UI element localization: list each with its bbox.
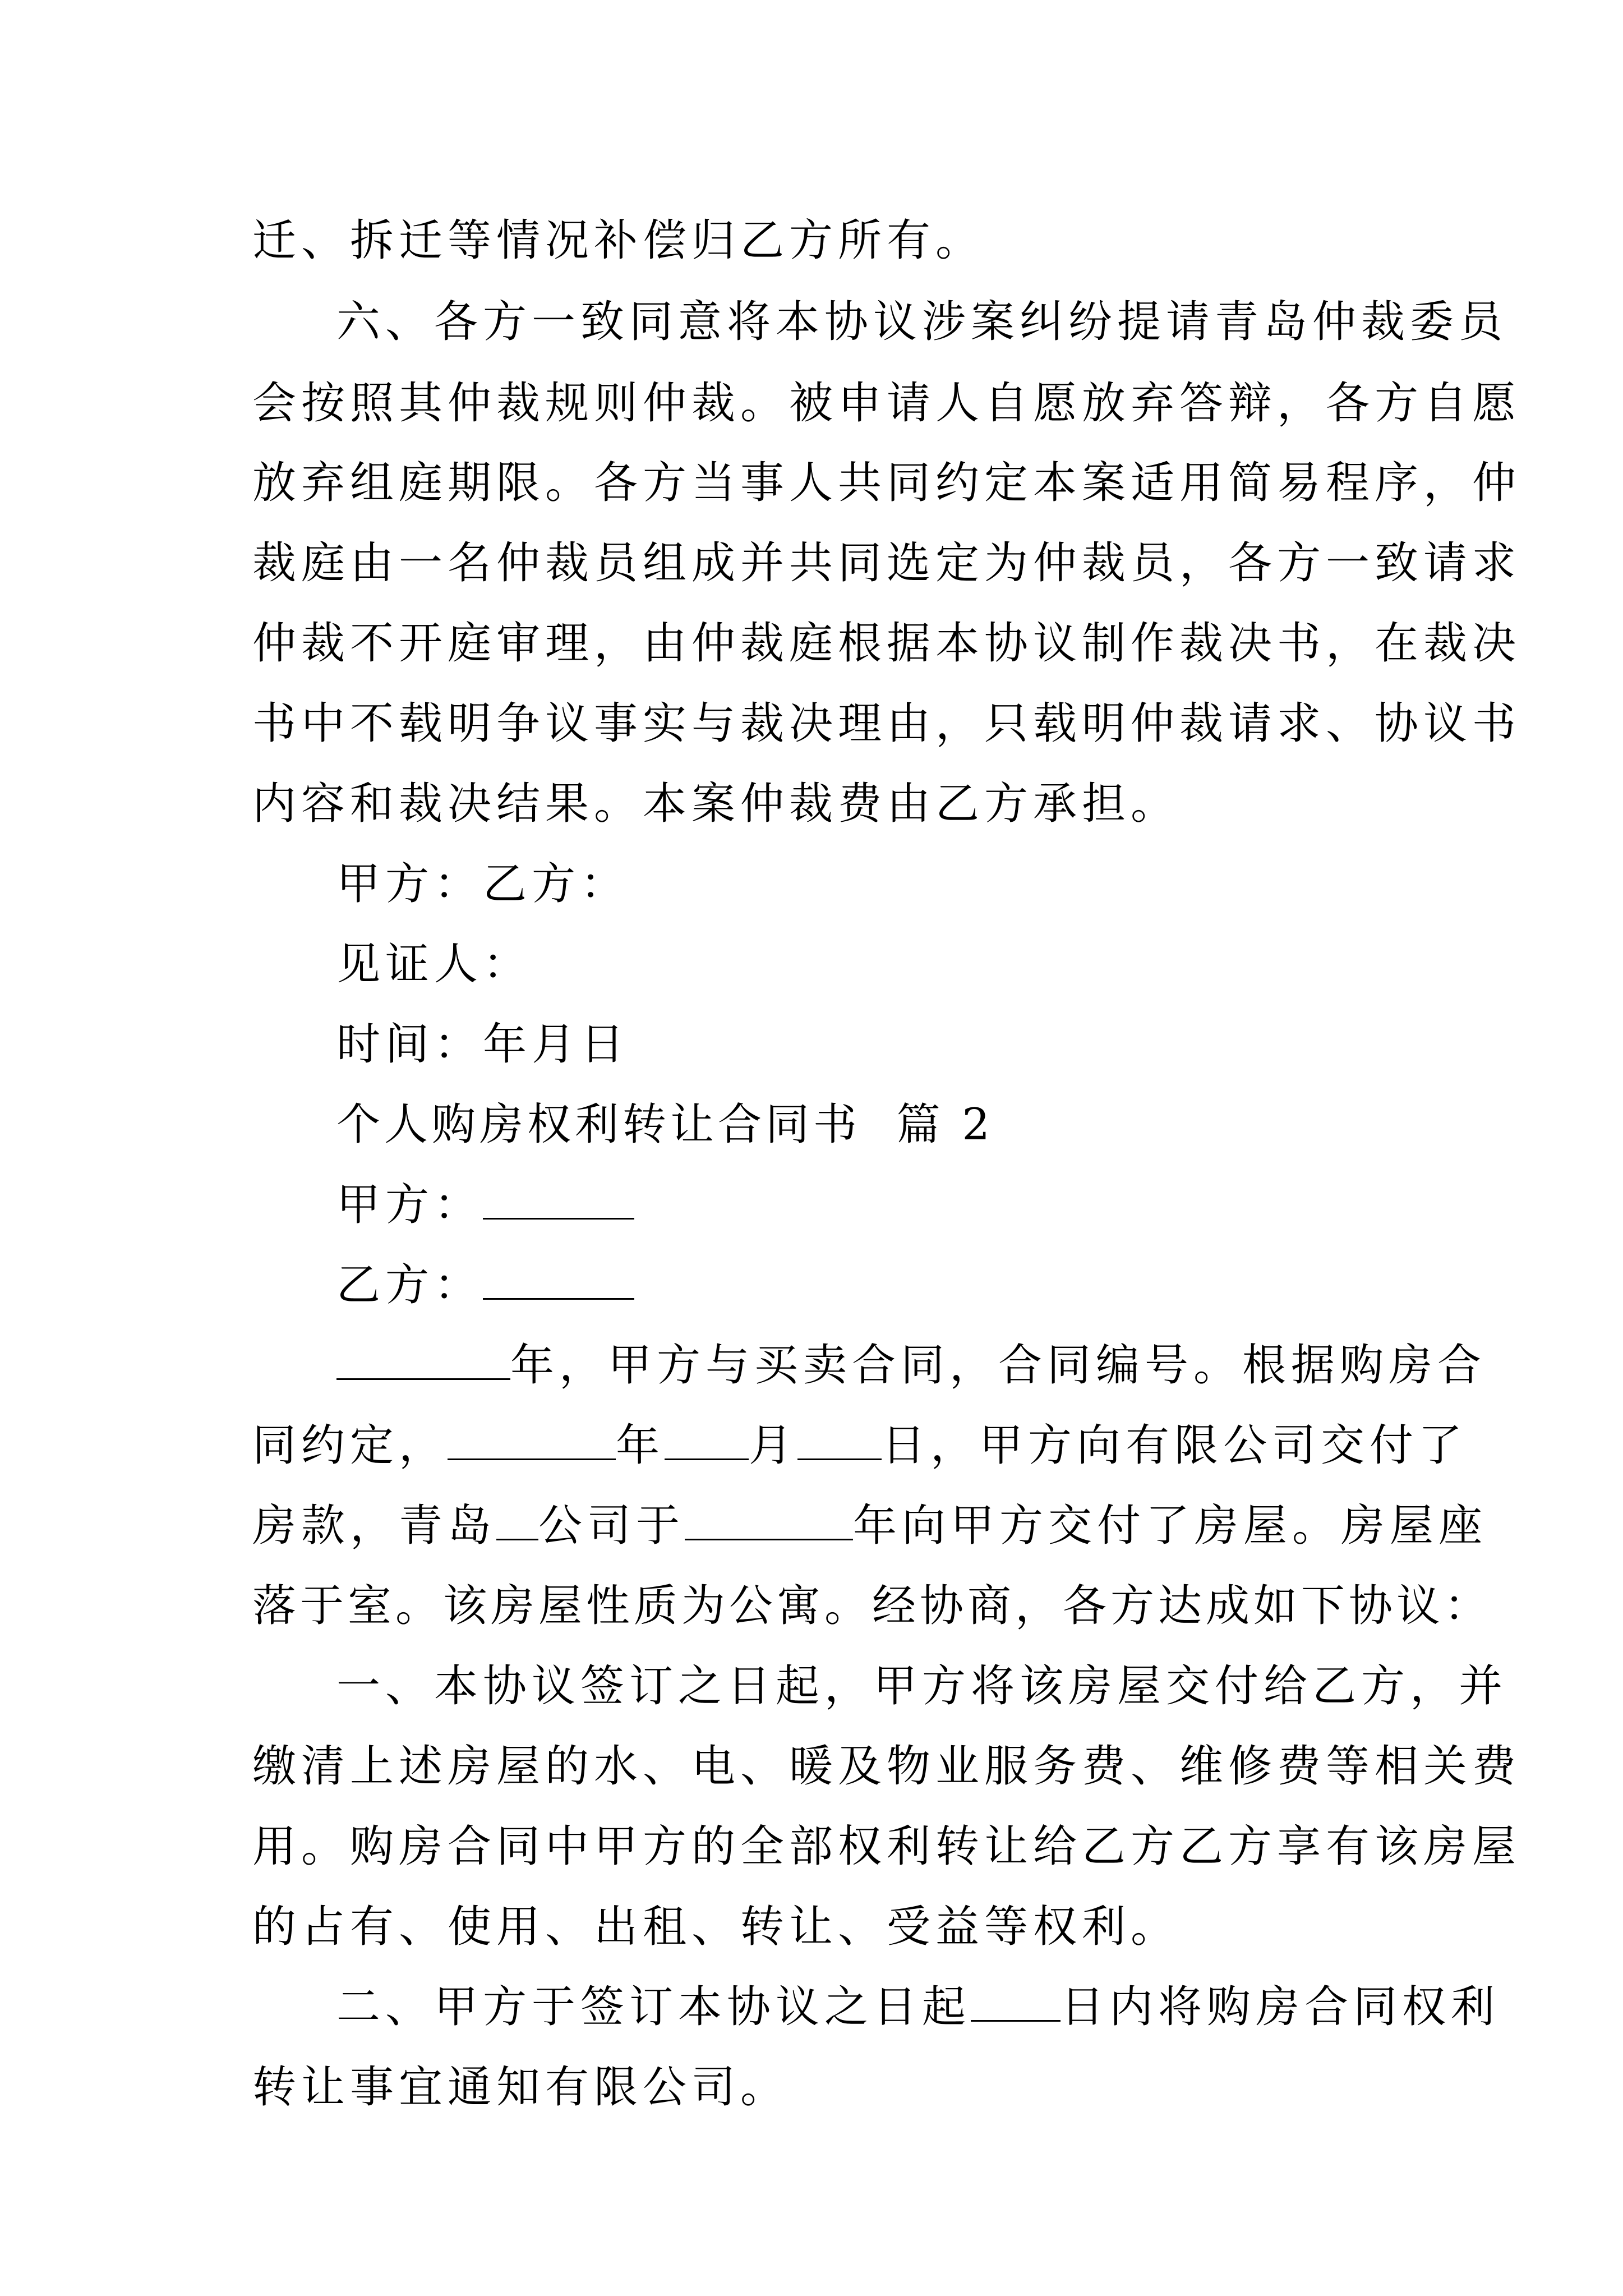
company-blank	[496, 1505, 538, 1540]
text-line: 会按照其仲裁规则仲裁。被申请人自愿放弃答辩，各方自愿	[252, 378, 1521, 429]
clause-one-line: 一、本协议签订之日起，甲方将该房屋交付给乙方，并	[336, 1661, 1508, 1711]
text-line: 裁庭由一名仲裁员组成并共同选定为仲裁员，各方一致请求	[252, 538, 1521, 588]
witness-line: 见证人：	[336, 939, 532, 990]
year-blank	[685, 1505, 853, 1540]
text-line: 内容和裁决结果。本案仲裁费由乙方承担。	[252, 779, 1180, 829]
text-line: 缴清上述房屋的水、电、暖及物业服务费、维修费等相关费	[252, 1741, 1521, 1792]
year-blank	[448, 1425, 616, 1460]
text-line: 迁、拆迁等情况补偿归乙方所有。	[252, 215, 985, 266]
text-line: 仲裁不开庭审理，由仲裁庭根据本协议制作裁决书，在裁决	[252, 618, 1521, 669]
text-line: 放弃组庭期限。各方当事人共同约定本案适用简易程序，仲	[252, 458, 1521, 508]
text-line: 转让事宜通知有限公司。	[252, 2062, 790, 2113]
text-line: 用。购房合同中甲方的全部权利转让给乙方乙方享有该房屋	[252, 1821, 1521, 1872]
paragraph-six-line: 六、各方一致同意将本协议涉案纠纷提请青岛仲裁委员	[336, 297, 1508, 347]
party-a-blank	[483, 1184, 634, 1220]
party-a-line	[336, 1180, 634, 1230]
year-blank	[336, 1345, 510, 1380]
text-line: 房款，青岛 公司于 年向甲方交付了房屋。房屋座	[252, 1501, 1488, 1551]
date-line: 时间：年月日	[336, 1019, 630, 1070]
text-line: 书中不载明争议事实与裁决理由，只载明仲裁请求、协议书	[252, 698, 1521, 749]
section-title: 个人购房权利转让合同书 篇 2	[336, 1099, 994, 1150]
days-blank	[971, 1986, 1061, 2022]
text-line: 同约定， 年 月 日，甲方向有限公司交付了	[252, 1420, 1468, 1471]
text-line: 的占有、使用、出租、转让、受益等权利。	[252, 1902, 1180, 1952]
clause-two-line: 二、甲方于签订本协议之日起 日内将购房合同权利	[336, 1982, 1500, 2032]
party-b-label: 乙方：	[336, 1260, 483, 1310]
signature-parties-line: 甲方：乙方：	[336, 859, 630, 909]
text-line: 年，甲方与买卖合同，合同编号。根据购房合	[336, 1343, 1486, 1387]
party-b-line	[336, 1260, 634, 1310]
text-line: 落于室。该房屋性质为公寓。经协商，各方达成如下协议：	[252, 1581, 1492, 1631]
party-b-blank	[483, 1264, 634, 1300]
month-blank	[665, 1425, 749, 1460]
day-blank	[797, 1425, 882, 1460]
party-a-label: 甲方：	[336, 1180, 483, 1230]
